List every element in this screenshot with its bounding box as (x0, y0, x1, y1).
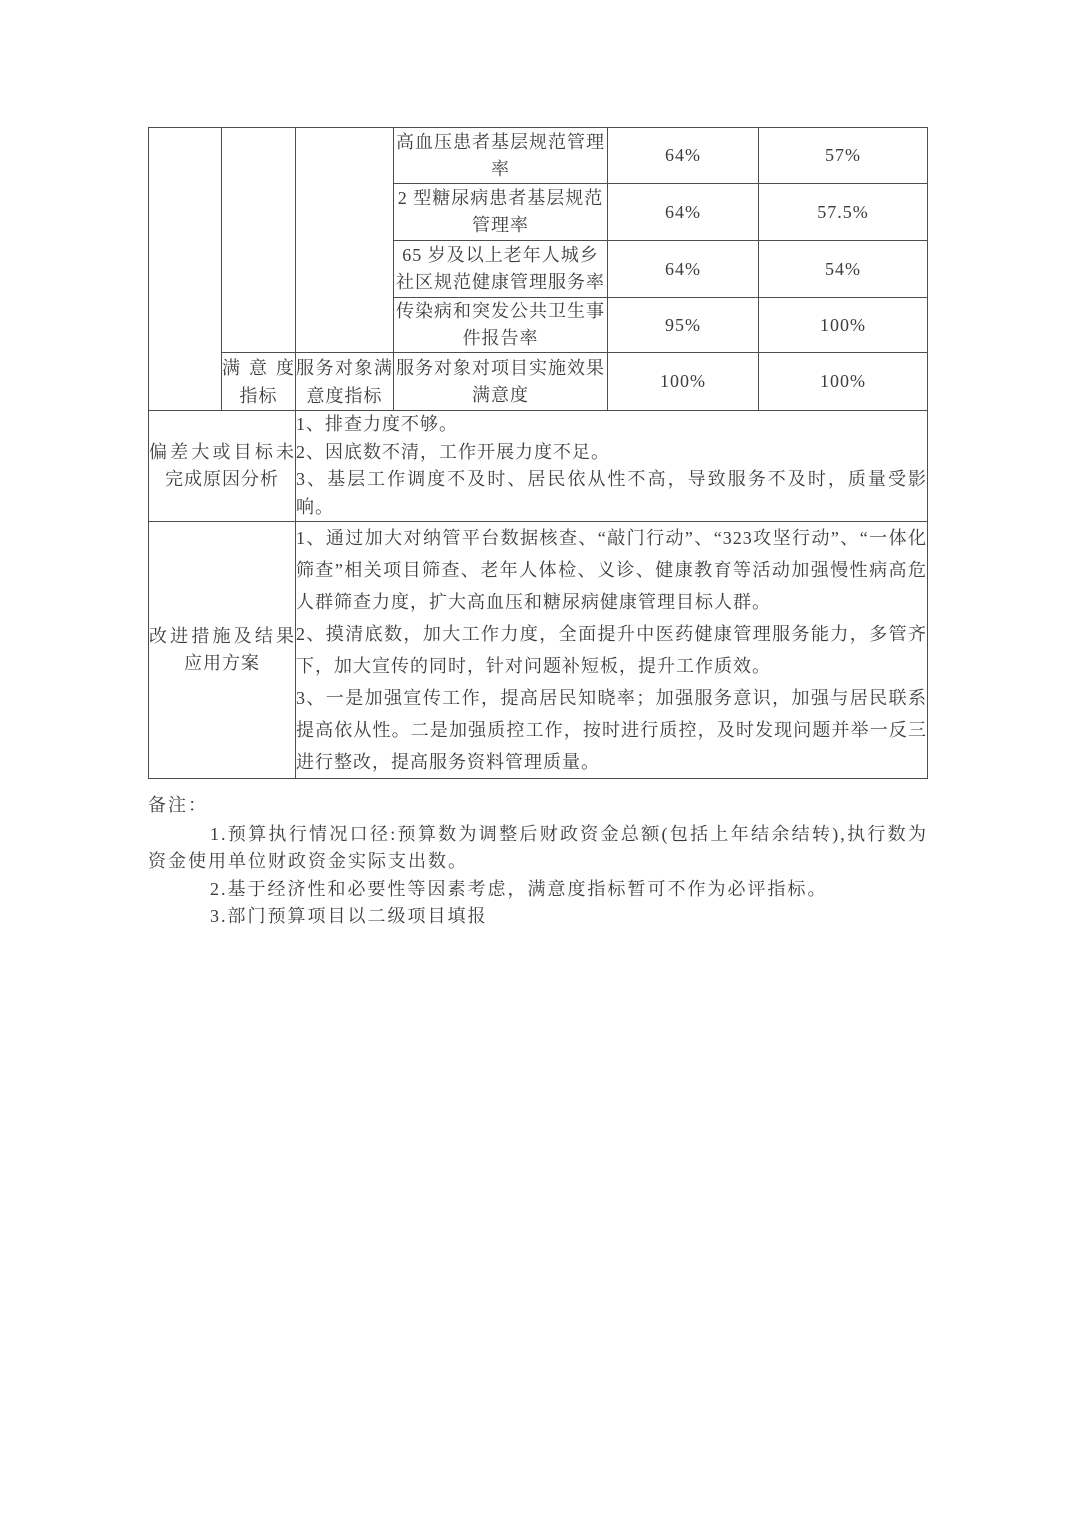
level3-indicator-continued-cell (296, 128, 394, 353)
actual-value-cell: 57.5% (759, 184, 928, 241)
deviation-item: 2、因底数不清，工作开展力度不足。 (296, 441, 610, 462)
indicator-name-cell: 传染病和突发公共卫生事件报告率 (394, 298, 608, 353)
indicator-name-cell: 高血压患者基层规范管理率 (394, 128, 608, 184)
indicator-name-cell: 服务对象对项目实施效果满意度 (394, 353, 608, 411)
satisfaction-level1-cell: 满意度指标 (222, 353, 296, 411)
target-value-cell: 100% (608, 353, 759, 411)
actual-value-cell: 100% (759, 353, 928, 411)
target-value-cell: 64% (608, 241, 759, 298)
table-row-satisfaction (149, 353, 928, 411)
deviation-item: 1、排查力度不够。 (296, 414, 458, 434)
improvement-item: 1、通过加大对纳管平台数据核查、“敲门行动”、“323攻坚行动”、“一体化筛查”相关项目筛查、老年人体检、义诊、健康教育等活动加强慢性病高危人群筛查力度，扩大高血压和糖尿病健康管理目标人群。 (296, 528, 927, 612)
note-item: 1.预算执行情况口径:预算数为调整后财政资金总额(包括上年结余结转),执行数为资金使用单位财政资金实际支出数。 (148, 823, 928, 871)
improvement-item: 2、摸清底数，加大工作力度，全面提升中医药健康管理服务能力，多管齐下，加大宣传的同时，针对问题补短板，提升工作质效。 (296, 624, 927, 676)
deviation-content-cell (296, 411, 928, 522)
actual-value-cell: 54% (759, 241, 928, 298)
improvement-label-cell: 改进措施及结果应用方案 (149, 522, 296, 779)
target-value-cell: 64% (608, 128, 759, 184)
actual-value-cell: 100% (759, 298, 928, 353)
satisfaction-level2-cell: 服务对象满意度指标 (296, 353, 394, 411)
indicator-name-cell: 65 岁及以上老年人城乡社区规范健康管理服务率 (394, 241, 608, 298)
target-value-cell: 64% (608, 184, 759, 241)
improvement-item: 3、一是加强宣传工作，提高居民知晓率；加强服务意识，加强与居民联系提高依从性。二是加强质控工作，按时进行质控，及时发现问题并举一反三进行整改，提高服务资料管理质量。 (296, 688, 927, 772)
target-value-cell: 95% (608, 298, 759, 353)
deviation-label-cell: 偏差大或目标未完成原因分析 (149, 411, 296, 522)
note-item: 3.部门预算项目以二级项目填报 (210, 906, 488, 926)
note-item: 2.基于经济性和必要性等因素考虑，满意度指标暂可不作为必评指标。 (210, 878, 828, 899)
document-content (148, 127, 928, 931)
table-row (149, 128, 928, 184)
deviation-item: 3、基层工作调度不及时、居民依从性不高，导致服务不及时，质量受影响。 (296, 469, 927, 517)
notes-label: 备注： (148, 795, 208, 815)
indicator-name-cell: 2 型糖尿病患者基层规范管理率 (394, 184, 608, 241)
actual-value-cell: 57% (759, 128, 928, 184)
table-row-improvement (149, 522, 928, 779)
table-row-deviation (149, 411, 928, 522)
level1-indicator-continued-cell (149, 128, 222, 411)
level2-indicator-continued-cell (222, 128, 296, 353)
performance-table (148, 127, 928, 779)
notes-section (148, 792, 928, 931)
improvement-content-cell (296, 522, 928, 779)
